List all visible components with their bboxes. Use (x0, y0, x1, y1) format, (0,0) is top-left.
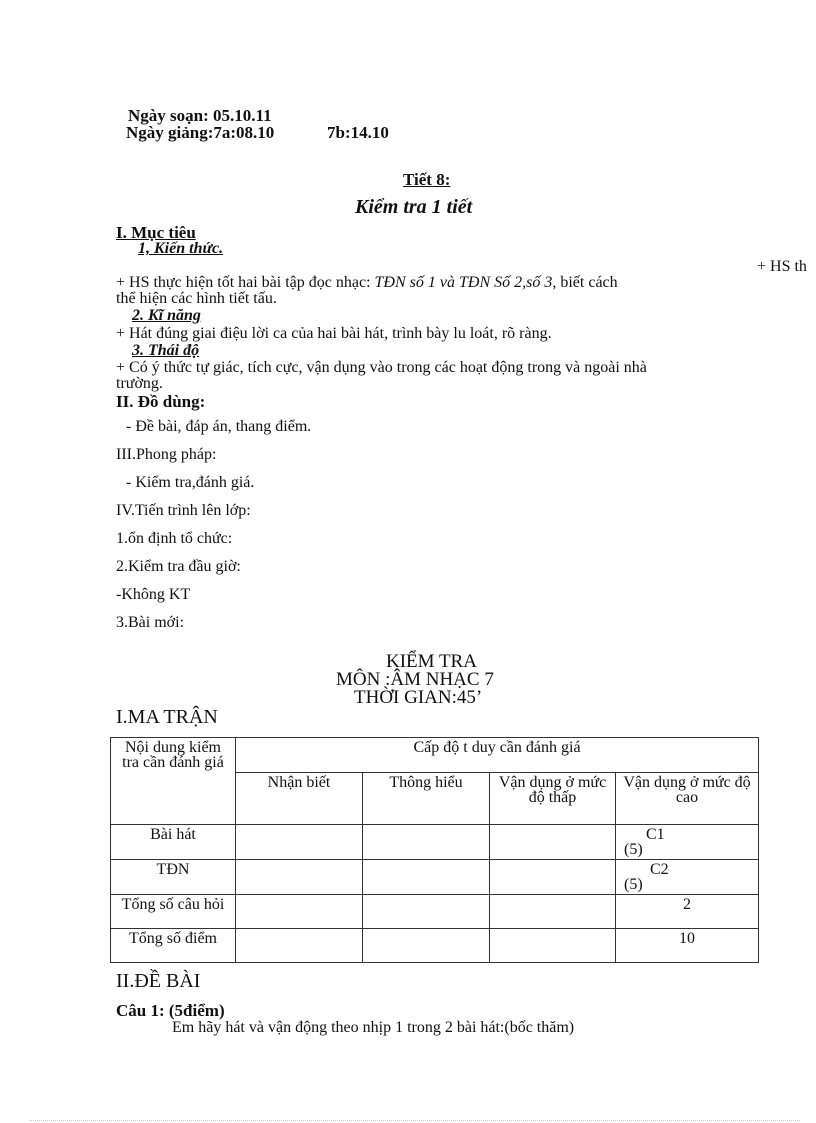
step-1: 1.ổn định tổ chức: (116, 530, 233, 547)
cell-score: 10 (616, 929, 759, 963)
thai-do-line-2: trường. (116, 375, 163, 392)
cell-code: C2 (650, 861, 669, 878)
table-row (111, 860, 759, 895)
subsection-ki-nang: 2. Kĩ năng (132, 307, 201, 324)
cell-code: C1 (646, 826, 665, 843)
question-1-text: Em hãy hát và vận động theo nhịp 1 trong 2 bài hát:(bốc thăm) (172, 1019, 575, 1036)
exam-duration: THỜI GIAN:45’ (354, 687, 483, 708)
matrix-group-header: Cấp độ t duy cần đánh giá (236, 738, 759, 773)
ki-nang-text: + Hát đúng giai điệu lời ca của hai bài hát, trình bày lu loát, rõ ràng. (116, 325, 552, 342)
cell-points: (5) (624, 841, 643, 858)
ngay-giang: Ngày giảng:7a:08.10 (126, 123, 275, 142)
cell (363, 860, 490, 895)
cell (490, 825, 616, 860)
kien-thuc-text-b: , biết cách (552, 274, 618, 291)
matrix-col-content: Nội dung kiểm tra cần đánh giá (111, 738, 236, 825)
section-1-heading-text: I. Mục tiêu (116, 223, 196, 242)
section-2-heading: II. Đồ dùng: (116, 392, 206, 411)
matrix-table (110, 737, 759, 963)
cell (490, 860, 616, 895)
cell-score: 2 (616, 895, 759, 929)
cell (363, 825, 490, 860)
ngay-soan: Ngày soạn: 05.10.11 (128, 106, 272, 125)
cell (363, 895, 490, 929)
matrix-col-van-dung-thap: Vận dụng ở mức độ thấp (490, 773, 616, 825)
cell-score (616, 825, 759, 860)
matrix-col-thong-hieu: Thông hiểu (363, 773, 490, 825)
cell-score (616, 860, 759, 895)
row-label: Bài hát (111, 825, 236, 860)
step-3: 3.Bài mới: (116, 614, 185, 631)
phuong-phap-item: - Kiểm tra,đánh giá. (126, 474, 255, 491)
section-3-heading: III.Phong pháp: (116, 446, 217, 463)
lesson-number: Tiết 8: (403, 170, 451, 189)
exam-subject: MÔN :ÂM NHẠC 7 (336, 669, 494, 690)
matrix-col-van-dung-cao: Vận dụng ở mức độ cao (616, 773, 759, 825)
subsection-thai-do: 3. Thái độ (132, 342, 200, 359)
question-1-title: Câu 1: (5điểm) (116, 1001, 225, 1020)
lesson-title: Kiểm tra 1 tiết (355, 196, 473, 218)
matrix-col-nhan-biet: Nhận biết (236, 773, 363, 825)
stray-text: + HS th (757, 258, 807, 275)
cell (236, 860, 363, 895)
kien-thuc-line-1 (116, 275, 618, 291)
step-2: 2.Kiểm tra đầu giờ: (116, 558, 241, 575)
row-label: Tổng số câu hỏi (111, 895, 236, 929)
cell (363, 929, 490, 963)
kien-thuc-text-a: + HS thực hiện tốt hai bài tập đọc nhạc: (116, 274, 375, 291)
table-row (111, 825, 759, 860)
kien-thuc-line-2: thể hiện các hình tiết tấu. (116, 290, 277, 307)
do-dung-item: - Đề bài, đáp án, thang điểm. (126, 418, 312, 435)
section-1-heading (116, 224, 196, 241)
ngay-giang-7b: 7b:14.10 (327, 123, 389, 142)
exam-title: KIỂM TRA (386, 651, 477, 672)
de-bai-heading: II.ĐỀ BÀI (116, 970, 201, 992)
row-label: Tổng số điểm (111, 929, 236, 963)
cell (236, 825, 363, 860)
section-4-heading: IV.Tiến trình lên lớp: (116, 502, 251, 519)
cell (490, 929, 616, 963)
table-row (111, 895, 759, 929)
page-bottom-rule (30, 1120, 800, 1121)
cell (236, 929, 363, 963)
subsection-kien-thuc: 1, Kiến thức. (138, 240, 224, 257)
table-row (111, 929, 759, 963)
cell-points: (5) (624, 876, 643, 893)
step-2-note: -Không KT (116, 586, 191, 603)
matrix-heading: I.MA TRẬN (116, 706, 218, 728)
cell (490, 895, 616, 929)
row-label: TĐN (111, 860, 236, 895)
kien-thuc-italic: TĐN số 1 và TĐN Số 2,số 3 (374, 274, 553, 291)
thai-do-line-1: + Có ý thức tự giác, tích cực, vận dụng vào trong các hoạt động trong và ngoài nhà (116, 359, 647, 376)
cell (236, 895, 363, 929)
